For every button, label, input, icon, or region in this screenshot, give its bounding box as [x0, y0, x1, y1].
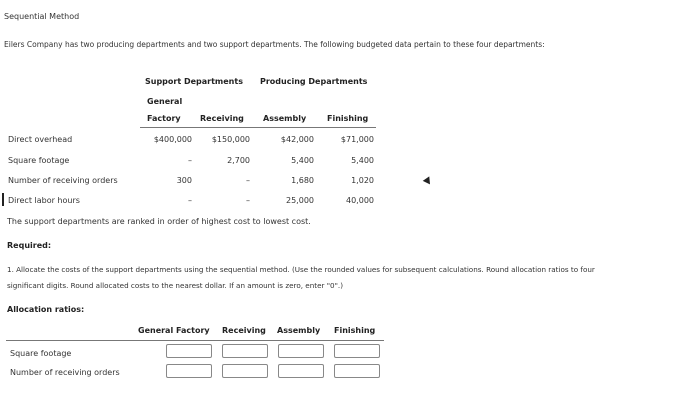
cell-overhead-receiving: $150,000	[211, 135, 250, 144]
cell-orders-general: 300	[176, 176, 192, 185]
cell-orders-assembly: 1,680	[291, 176, 314, 185]
col-receiving: Receiving	[200, 114, 244, 123]
header-divider	[140, 127, 376, 128]
ratio-header-finishing: Finishing	[334, 326, 376, 335]
col-general-line1: General	[147, 97, 183, 106]
ratio-header-receiving: Receiving	[222, 326, 266, 335]
cell-labor-assembly: 25,000	[286, 196, 314, 205]
col-general-line2: Factory	[147, 114, 181, 123]
row-label-square-footage: Square footage	[8, 156, 70, 165]
ratio-input-sqft-finishing[interactable]	[334, 344, 380, 358]
cell-labor-finishing: 40,000	[346, 196, 374, 205]
ratio-input-sqft-receiving[interactable]	[222, 344, 268, 358]
cell-labor-general: –	[188, 196, 192, 205]
cell-overhead-finishing: $71,000	[340, 135, 374, 144]
cell-overhead-assembly: $42,000	[280, 135, 314, 144]
cell-orders-finishing: 1,020	[351, 176, 374, 185]
ratio-input-orders-assembly[interactable]	[278, 364, 324, 378]
ranking-note: The support departments are ranked in order of highest cost to lowest cost.	[7, 217, 311, 226]
ratio-header-general-factory: General Factory	[138, 326, 210, 335]
ratio-input-orders-receiving[interactable]	[222, 364, 268, 378]
ratio-input-orders-general-factory[interactable]	[166, 364, 212, 378]
cell-labor-receiving: –	[246, 196, 250, 205]
header-support-departments: Support Departments	[145, 77, 243, 86]
cell-sqft-assembly: 5,400	[291, 156, 314, 165]
cell-sqft-general: –	[188, 156, 192, 165]
ratio-input-sqft-general-factory[interactable]	[166, 344, 212, 358]
ratio-row-label-square-footage: Square footage	[10, 349, 72, 358]
question-marker	[2, 193, 4, 206]
cell-orders-receiving: –	[246, 176, 250, 185]
intro-text: Eilers Company has two producing departments and two support departments. The following budgeted data pertain to these four departments:	[4, 40, 545, 49]
row-label-receiving-orders: Number of receiving orders	[8, 176, 118, 185]
cell-overhead-general: $400,000	[153, 135, 192, 144]
allocation-title: Allocation ratios:	[7, 305, 85, 314]
col-finishing: Finishing	[327, 114, 369, 123]
mouse-cursor-icon	[423, 176, 434, 186]
ratio-input-sqft-assembly[interactable]	[278, 344, 324, 358]
instruction-line-2: significant digits. Round allocated costs to the nearest dollar. If an amount is zero, enter "0".)	[7, 281, 344, 290]
required-label: Required:	[7, 241, 52, 250]
instruction-line-1: 1. Allocate the costs of the support departments using the sequential method. (Use the rounded values for subsequent calculations. Round allocation ratios to four	[7, 265, 595, 274]
row-label-direct-overhead: Direct overhead	[8, 135, 73, 144]
cell-sqft-finishing: 5,400	[351, 156, 374, 165]
ratio-input-orders-finishing[interactable]	[334, 364, 380, 378]
ratio-header-assembly: Assembly	[277, 326, 321, 335]
ratio-header-divider	[6, 340, 384, 341]
section-title: Sequential Method	[4, 12, 80, 21]
col-assembly: Assembly	[263, 114, 307, 123]
header-producing-departments: Producing Departments	[260, 77, 368, 86]
row-label-direct-labor: Direct labor hours	[8, 196, 80, 205]
ratio-row-label-receiving-orders: Number of receiving orders	[10, 368, 120, 377]
cell-sqft-receiving: 2,700	[227, 156, 250, 165]
